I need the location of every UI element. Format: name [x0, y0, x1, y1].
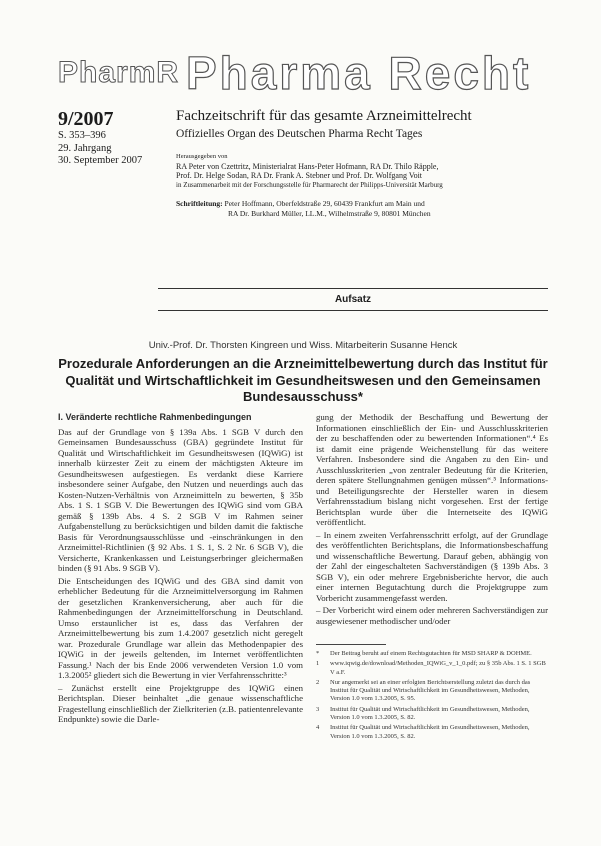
editorial-office-line: Peter Hoffmann, Oberfeldstraße 29, 60439 Frankfurt am Main und: [224, 199, 425, 208]
footnote: 4 Institut für Qualität und Wirtschaftlichkeit im Gesundheitswesen, Methoden, Version 1.0 vom 1.3.2005, S. 82.: [316, 724, 530, 740]
journal-logo-small: PharmR: [58, 56, 180, 89]
footnote: 2 Nur angemerkt sei an einer erfolgten Berichtserstellung zuletzt das durch das Institut für Qualität und Wirtschaftlichkeit im Gesundheitswesen, Methoden, Version 1.0 vom 1.3.2005, S. 95.: [316, 678, 531, 703]
issue-number: 9/2007: [58, 108, 114, 130]
section-rule-bottom: [158, 310, 548, 311]
section-label: Aufsatz: [334, 294, 372, 305]
editors-cooperation: in Zusammenarbeit mit der Forschungsstelle für Pharmarecht der Philipps-Universität Marburg: [176, 180, 443, 189]
editors-line: Prof. Dr. Helge Sodan, RA Dr. Frank A. Stebner und Prof. Dr. Wolfgang Voit: [176, 171, 423, 180]
left-column: [58, 412, 303, 727]
paragraph: Die Entscheidungen des IQWiG und des GBA sind damit von erheblicher Bedeutung für die Arzneimittelversorgung im Rahmen der gesetzlichen Krankenversicherung, aber auch für die Rahmenbedingungen der Arzneimittelforschung in Deutschland. Umso erstaunlicher ist es, dass das Verfahren der Arzneimittelbewertung bis zum 1.4.2007 gesetzlich nicht geregelt war. Prozedurale Grundlage war allein das Methodenpapier des IQWiG in der jeweils geltenden, im Internet veröffentlichten Fassung.¹ Nach der bis Ende 2006 verwendeten Version 1.0 vom 1.3.2005² gliedert sich die Bewertung in vier Verfahrensschritte:³: [58, 575, 303, 680]
paragraph: – Der Vorbericht wird einem oder mehreren Sachverständigen zur ausgewiesener methodischer und/oder: [316, 605, 548, 626]
editors-block: [176, 152, 443, 190]
footnotes: [316, 650, 548, 743]
editorial-office: [176, 199, 431, 219]
issue-pages: S. 353–396: [58, 130, 106, 141]
footnote: 3 Institut für Qualität und Wirtschaftlichkeit im Gesundheitswesen, Methoden, Version 1.0 vom 1.3.2005, S. 82.: [316, 705, 530, 722]
article-title: Prozedurale Anforderungen an die Arzneimittelbewertung durch das Institut für Qualität und Wirtschaftlichkeit im Gesundheitswesen und den Gemeinsamen Bundesausschuss*: [58, 356, 548, 404]
editors-line: RA Peter von Czettritz, Ministerialrat Hans-Peter Hofmann, RA Dr. Thilo Räpple,: [176, 161, 439, 171]
paragraph: – In einem zweiten Verfahrensschritt erfolgt, auf der Grundlage des veröffentlichten Berichtsplans, die Informationsbeschaffung und wissenschaftliche Bewertung. Darauf geben, abhängig von der Zahl der eingeschalteten Sachverständigen (§ 139b Abs. 3 SGB V), ein oder mehrere Ergebnisberichte hervor, die auch einer internen Begutachtung durch die Projektgruppe zum Vorbericht zusammengefasst werden.: [316, 529, 548, 603]
section-rule-top: [158, 288, 548, 289]
paragraph: gung der Methodik der Beschaffung und Bewertung der Informationen einschließlich der Ein- und Ausschlusskriterien der zu beschaffenden oder zu bewertenden Informationen“.⁴ Es ist damit eine prägende Weichenstellung für das weitere Verfahren. Insbesondere sind die Angaben zu den Ein- und Ausschlusskriterien „von zentraler Bedeutung für die Kriterien, deren spätere Stellungnahmen genügen müssen“.⁵ Informations- und Beteiligungsrechte der Hersteller waren in diesem Verfahrensstadium bislang nicht vorgesehen. Erst der fertige Berichtsplan wurde über die Internetseite des IQWiG veröffentlicht.: [316, 412, 548, 527]
editorial-office-line: RA Dr. Burkhard Müller, LL.M., Wilhelmstraße 9, 80801 München: [228, 209, 431, 218]
editorial-office-label: Schriftleitung:: [176, 199, 223, 208]
paragraph: Das auf der Grundlage von § 139a Abs. 1 SGB V durch den Gemeinsamen Bundesausschuss (GBA) gegründete Institut für Qualität und Wirtschaftlichkeit im Gesundheitswesen (IQWiG) ist innerhalb kürzester Zeit zu einem der mächtigsten Akteure im Gesundheitswesen aufgestiegen. Es verdankt diese Karriere insbesondere seiner Aufgabe, den Nutzen und neuerdings auch das Kosten-Nutzen-Verhältnis von Arzneimitteln zu bewerten, § 35b Abs. 1 S. 1 SGB V. Die Bewertungen des IQWiG sind vom GBA gemäß § 139b Abs. 4 S. 2 SGB V im Rahmen seiner Aufgabenstellung zu berücksichtigen und bilden damit die faktische Basis für Verordnungsausschlüsse und -einschränkungen in den Arzneimittel-Richtlinien (§ 92 Abs. 1 S. 1, S. 2 Nr. 6 SGB V), die Versicherte, Krankenkassen und Leistungserbringer gleichermaßen binden (§ 91 Abs. 9 SGB V).: [58, 426, 303, 573]
journal-logo: Pharma Recht: [186, 47, 532, 99]
journal-subtitle: Offizielles Organ des Deutschen Pharma Recht Tages: [176, 128, 423, 140]
editors-heading: Herausgegeben von: [176, 153, 228, 160]
journal-title: Fachzeitschrift für das gesamte Arzneimittelrecht: [176, 108, 472, 124]
right-column: [316, 412, 548, 628]
issue-volume: 29. Jahrgang: [58, 142, 112, 154]
issue-date: 30. September 2007: [58, 155, 143, 166]
paragraph: – Zunächst erstellt eine Projektgruppe des IQWiG einen Berichtsplan. Dieser beinhaltet „die genaue wissenschaftliche Fragestellung einschließlich der Zielkriterien (z.B. patientenrelevante Endpunkte) sowie die Darle-: [58, 682, 303, 724]
article-authors: Univ.-Prof. Dr. Thorsten Kingreen und Wiss. Mitarbeiterin Susanne Henck: [148, 340, 458, 351]
footnote: 1 www.iqwig.de/download/Methoden_IQWiG_v_1_0.pdf; zu § 35b Abs. 1 S. 1 SGB V a.F.: [316, 660, 546, 676]
footnote-rule: [316, 644, 386, 645]
issue-meta: [58, 130, 142, 168]
section-heading: I. Veränderte rechtliche Rahmenbedingungen: [58, 412, 252, 422]
footnote: * Der Beitrag beruht auf einem Rechtsgutachten für MSD SHARP & DOHME.: [316, 650, 532, 657]
